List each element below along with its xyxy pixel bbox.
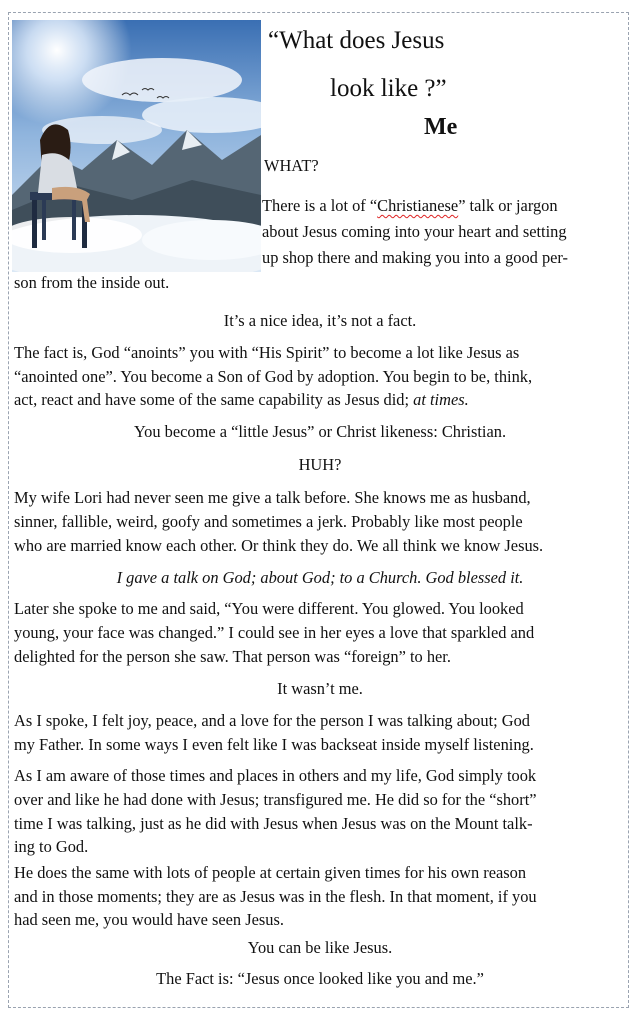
hero-illustration bbox=[12, 20, 261, 272]
aware-line-2: over and like he had done with Jesus; transfigured me. He did so for the “short” bbox=[14, 790, 537, 809]
spoke-line-1: As I spoke, I felt joy, peace, and a love for the person I was talking about; God bbox=[14, 711, 531, 730]
title-line-1: “What does Jesus bbox=[268, 27, 445, 54]
christianese-word: Christianese bbox=[377, 196, 459, 215]
wasnt-me: It wasn’t me. bbox=[277, 679, 363, 698]
intro-line-1b: ” talk or jargon bbox=[458, 196, 558, 215]
hero-image bbox=[12, 20, 261, 272]
intro-line-4: son from the inside out. bbox=[14, 273, 170, 292]
aware-line-4: ing to God. bbox=[14, 837, 89, 856]
nice-idea: It’s a nice idea, it’s not a fact. bbox=[223, 311, 417, 330]
intro-line-3: up shop there and making you into a good per- bbox=[262, 248, 569, 267]
intro-line-1 bbox=[262, 195, 558, 217]
later-line-3: delighted for the person she saw. That person was “foreign” to her. bbox=[14, 647, 451, 666]
aware-line-3: time I was talking, just as he did with Jesus when Jesus was on the Mount talk- bbox=[14, 814, 533, 833]
intro-line-1a: There is a lot of “ bbox=[262, 196, 378, 215]
title-author: Me bbox=[424, 114, 458, 140]
fact-line-3-italic: at times. bbox=[413, 390, 469, 409]
later-line-2: young, your face was changed.” I could see in her eyes a love that sparkled and bbox=[14, 623, 535, 642]
gave-talk: I gave a talk on God; about God; to a Church. God blessed it. bbox=[116, 568, 524, 587]
can-be-like-jesus: You can be like Jesus. bbox=[247, 938, 393, 957]
same-line-3: had seen me, you would have seen Jesus. bbox=[14, 910, 284, 929]
wife-line-3: who are married know each other. Or think they do. We all think we know Jesus. bbox=[14, 536, 544, 555]
huh-heading: HUH? bbox=[298, 455, 342, 474]
wife-line-1: My wife Lori had never seen me give a talk before. She knows me as husband, bbox=[14, 488, 531, 507]
what-heading: WHAT? bbox=[264, 156, 319, 175]
later-line-1: Later she spoke to me and said, “You were different. You glowed. You looked bbox=[14, 599, 524, 618]
same-line-1: He does the same with lots of people at certain given times for his own reason bbox=[14, 863, 527, 882]
wife-line-2: sinner, fallible, weird, goofy and sometimes a jerk. Probably like most people bbox=[14, 512, 523, 531]
spoke-line-2: my Father. In some ways I even felt like I was backseat inside myself listening. bbox=[14, 735, 534, 754]
intro-line-2: about Jesus coming into your heart and setting bbox=[262, 222, 567, 241]
fact-line-3 bbox=[14, 389, 469, 411]
same-line-2: and in those moments; they are as Jesus was in the flesh. In that moment, if you bbox=[14, 887, 537, 906]
fact-line-3-text: act, react and have some of the same capability as Jesus did; bbox=[14, 390, 414, 409]
aware-line-1: As I am aware of those times and places in others and my life, God simply took bbox=[14, 766, 537, 785]
title-line-2: look like ?” bbox=[330, 75, 447, 102]
fact-line-1: The fact is, God “anoints” you with “His Spirit” to become a lot like Jesus as bbox=[14, 343, 520, 362]
the-fact: The Fact is: “Jesus once looked like you and me.” bbox=[156, 969, 484, 988]
little-jesus: You become a “little Jesus” or Christ likeness: Christian. bbox=[133, 422, 507, 441]
fact-line-2: “anointed one”. You become a Son of God by adoption. You begin to be, think, bbox=[14, 367, 533, 386]
